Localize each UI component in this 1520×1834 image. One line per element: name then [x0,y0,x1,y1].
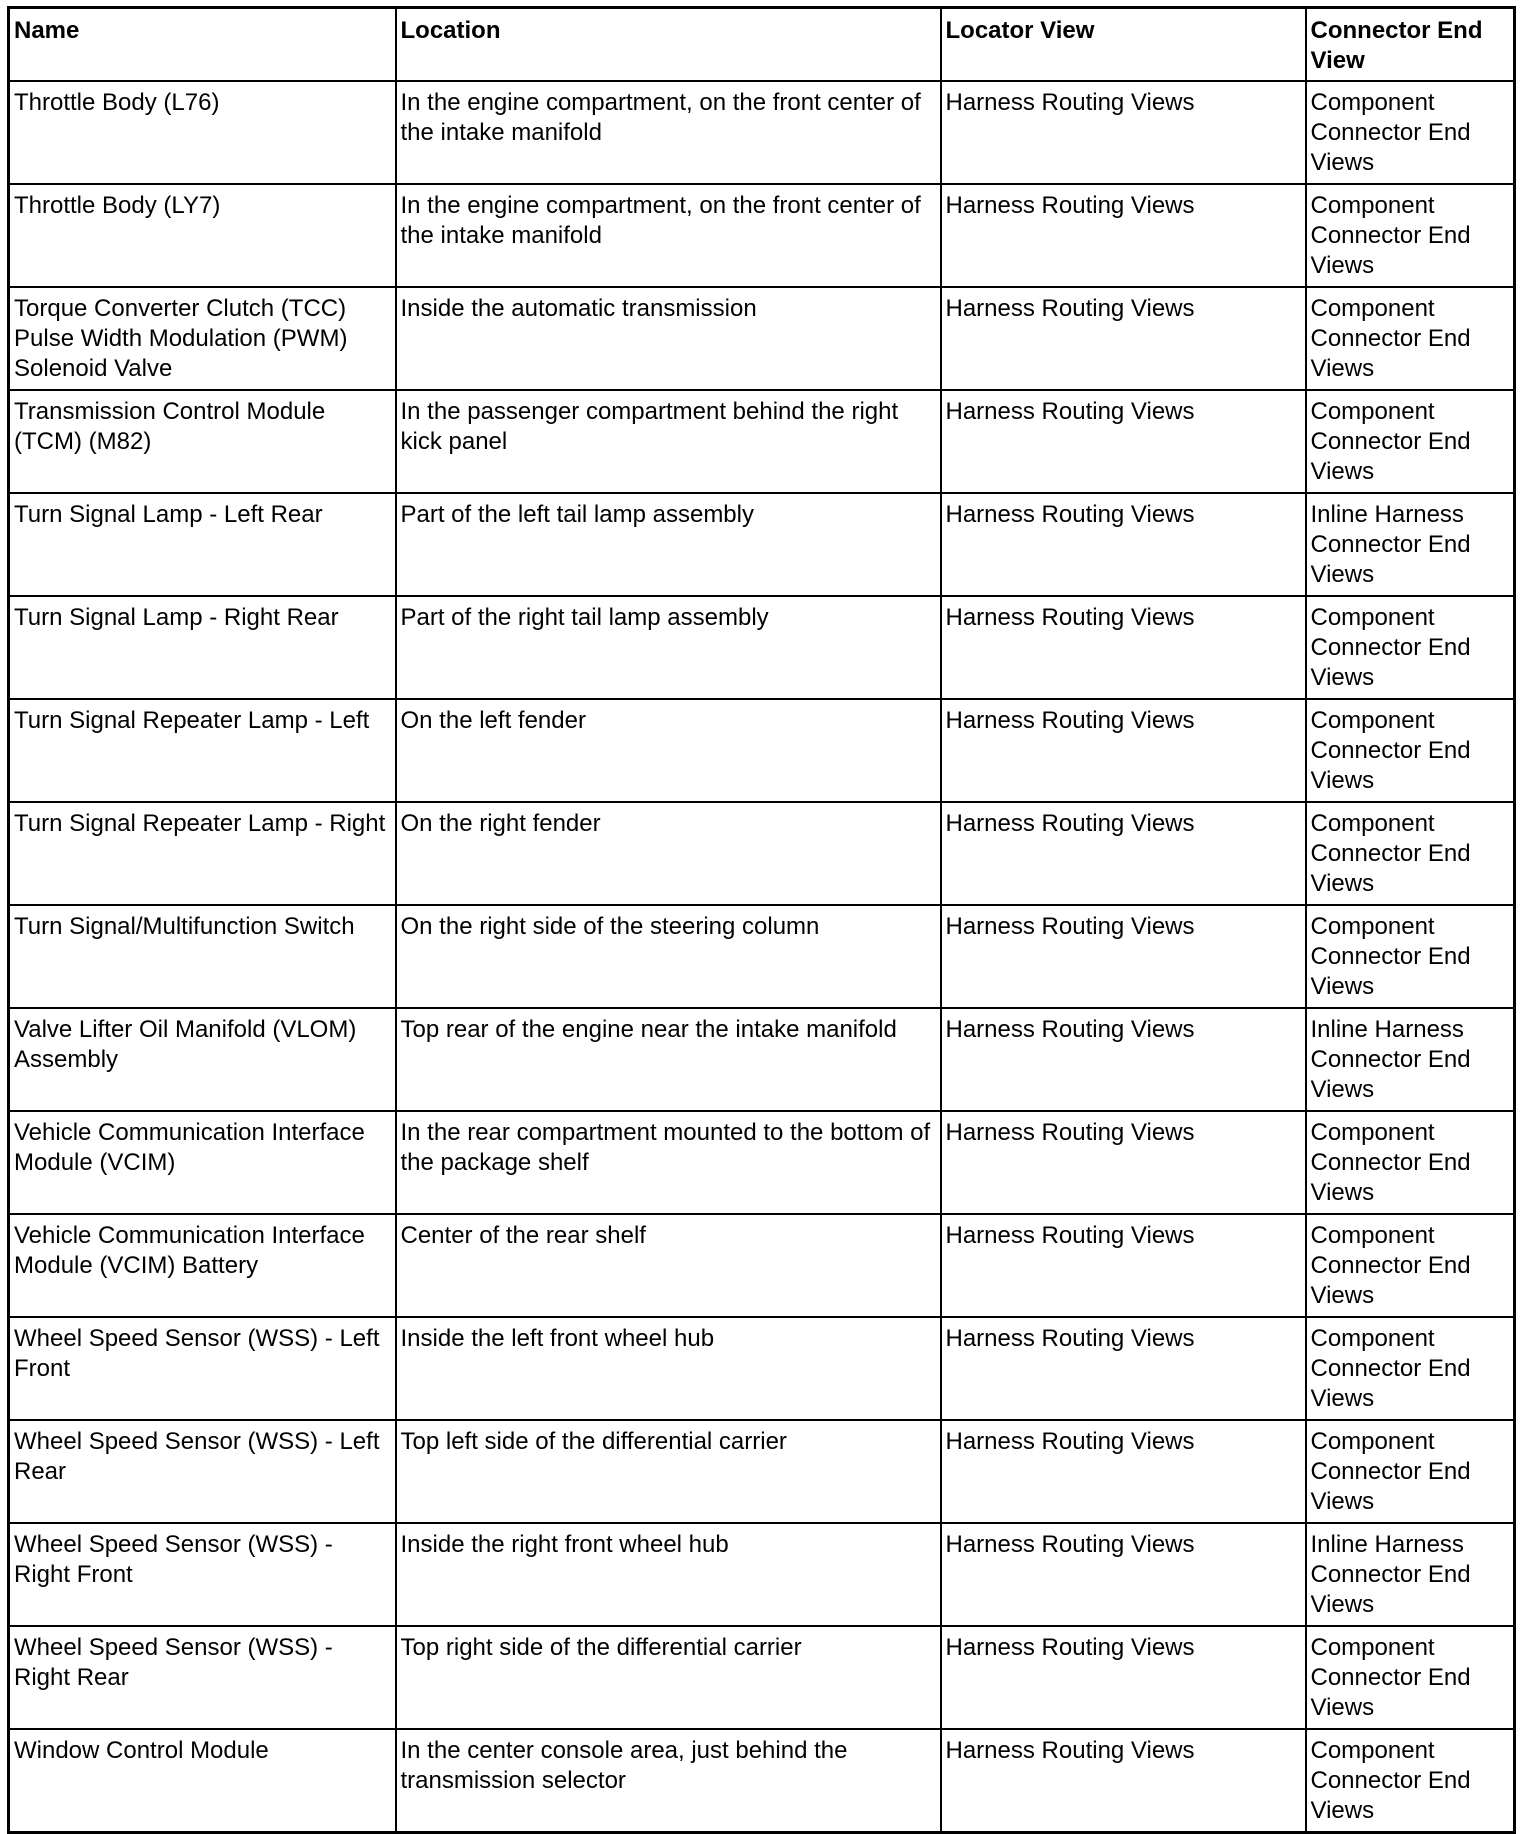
cell-name: Transmission Control Module (TCM) (M82) [9,390,396,493]
cell-location: On the left fender [396,699,941,802]
cell-connector-end-view: Component Connector End Views [1306,1626,1515,1729]
cell-location: In the engine compartment, on the front center of the intake manifold [396,184,941,287]
header-row [9,8,1515,82]
table-row [9,1008,1515,1111]
table-row [9,699,1515,802]
cell-location: Top right side of the differential carrier [396,1626,941,1729]
cell-location: In the center console area, just behind the transmission selector [396,1729,941,1832]
cell-locator-view: Harness Routing Views [941,802,1306,905]
cell-name: Window Control Module [9,1729,396,1832]
cell-connector-end-view: Component Connector End Views [1306,1420,1515,1523]
cell-locator-view: Harness Routing Views [941,390,1306,493]
cell-location: Inside the left front wheel hub [396,1317,941,1420]
cell-locator-view: Harness Routing Views [941,287,1306,390]
header-name: Name [9,8,396,82]
table-row [9,493,1515,596]
table-row [9,1420,1515,1523]
cell-location: In the engine compartment, on the front center of the intake manifold [396,81,941,184]
cell-connector-end-view: Component Connector End Views [1306,81,1515,184]
cell-connector-end-view: Component Connector End Views [1306,184,1515,287]
cell-locator-view: Harness Routing Views [941,1008,1306,1111]
cell-connector-end-view: Component Connector End Views [1306,1729,1515,1832]
cell-connector-end-view: Component Connector End Views [1306,802,1515,905]
component-locator-table [7,6,1516,1834]
table-row [9,1111,1515,1214]
cell-locator-view: Harness Routing Views [941,1626,1306,1729]
cell-name: Wheel Speed Sensor (WSS) - Left Front [9,1317,396,1420]
cell-connector-end-view: Inline Harness Connector End Views [1306,1008,1515,1111]
cell-locator-view: Harness Routing Views [941,1729,1306,1832]
cell-locator-view: Harness Routing Views [941,81,1306,184]
header-location: Location [396,8,941,82]
table-row [9,802,1515,905]
cell-name: Vehicle Communication Interface Module (VCIM) [9,1111,396,1214]
cell-name: Turn Signal Repeater Lamp - Right [9,802,396,905]
table-row [9,1626,1515,1729]
cell-location: Inside the automatic transmission [396,287,941,390]
table-row [9,390,1515,493]
table-row [9,287,1515,390]
header-locator-view: Locator View [941,8,1306,82]
cell-locator-view: Harness Routing Views [941,905,1306,1008]
cell-connector-end-view: Component Connector End Views [1306,1214,1515,1317]
cell-name: Vehicle Communication Interface Module (VCIM) Battery [9,1214,396,1317]
cell-name: Turn Signal Repeater Lamp - Left [9,699,396,802]
cell-locator-view: Harness Routing Views [941,596,1306,699]
cell-locator-view: Harness Routing Views [941,1111,1306,1214]
cell-connector-end-view: Component Connector End Views [1306,287,1515,390]
cell-location: Top left side of the differential carrier [396,1420,941,1523]
cell-connector-end-view: Component Connector End Views [1306,390,1515,493]
cell-connector-end-view: Component Connector End Views [1306,1111,1515,1214]
cell-connector-end-view: Component Connector End Views [1306,699,1515,802]
cell-name: Valve Lifter Oil Manifold (VLOM) Assembly [9,1008,396,1111]
cell-locator-view: Harness Routing Views [941,184,1306,287]
cell-location: Center of the rear shelf [396,1214,941,1317]
table-body [9,81,1515,1832]
header-connector-end-view: Connector End View [1306,8,1515,82]
cell-location: Inside the right front wheel hub [396,1523,941,1626]
cell-connector-end-view: Inline Harness Connector End Views [1306,493,1515,596]
table-row [9,596,1515,699]
cell-location: Top rear of the engine near the intake manifold [396,1008,941,1111]
table-row [9,81,1515,184]
table-row [9,1729,1515,1832]
cell-location: On the right side of the steering column [396,905,941,1008]
cell-name: Wheel Speed Sensor (WSS) - Right Rear [9,1626,396,1729]
cell-name: Wheel Speed Sensor (WSS) - Right Front [9,1523,396,1626]
cell-location: Part of the right tail lamp assembly [396,596,941,699]
table-row [9,1317,1515,1420]
cell-location: In the passenger compartment behind the right kick panel [396,390,941,493]
cell-locator-view: Harness Routing Views [941,1317,1306,1420]
cell-locator-view: Harness Routing Views [941,1214,1306,1317]
table-row [9,905,1515,1008]
cell-name: Turn Signal/Multifunction Switch [9,905,396,1008]
cell-locator-view: Harness Routing Views [941,1523,1306,1626]
cell-name: Wheel Speed Sensor (WSS) - Left Rear [9,1420,396,1523]
cell-connector-end-view: Component Connector End Views [1306,905,1515,1008]
table-header [9,8,1515,82]
cell-name: Torque Converter Clutch (TCC) Pulse Width Modulation (PWM) Solenoid Valve [9,287,396,390]
cell-name: Throttle Body (LY7) [9,184,396,287]
table-row [9,1523,1515,1626]
cell-connector-end-view: Component Connector End Views [1306,596,1515,699]
cell-name: Turn Signal Lamp - Right Rear [9,596,396,699]
cell-connector-end-view: Inline Harness Connector End Views [1306,1523,1515,1626]
cell-locator-view: Harness Routing Views [941,699,1306,802]
table-row [9,184,1515,287]
cell-location: On the right fender [396,802,941,905]
cell-locator-view: Harness Routing Views [941,493,1306,596]
cell-location: In the rear compartment mounted to the bottom of the package shelf [396,1111,941,1214]
cell-locator-view: Harness Routing Views [941,1420,1306,1523]
table-row [9,1214,1515,1317]
cell-connector-end-view: Component Connector End Views [1306,1317,1515,1420]
cell-name: Turn Signal Lamp - Left Rear [9,493,396,596]
cell-name: Throttle Body (L76) [9,81,396,184]
cell-location: Part of the left tail lamp assembly [396,493,941,596]
